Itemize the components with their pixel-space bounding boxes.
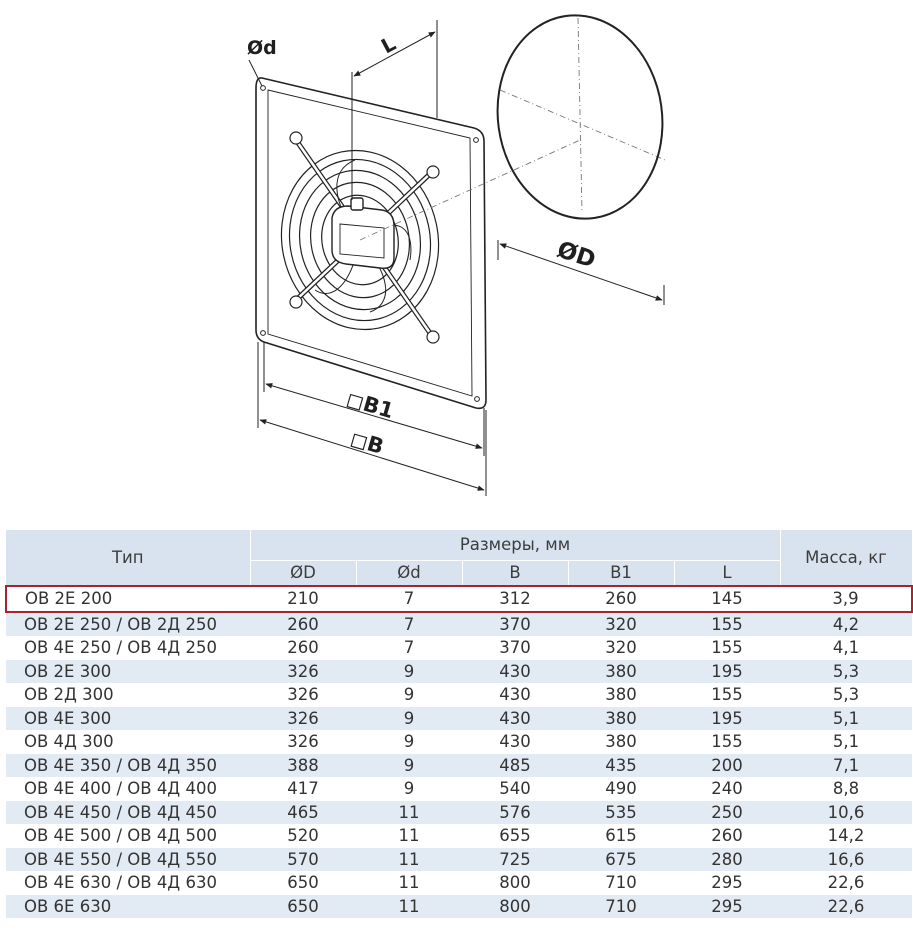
cell-mass: 5,1: [780, 730, 912, 754]
header-col-B1: B1: [568, 560, 674, 586]
table-row: [6, 730, 912, 754]
cell-b: 800: [462, 871, 568, 895]
cell-b1: 710: [568, 895, 674, 919]
cell-b: 430: [462, 730, 568, 754]
cell-b: 800: [462, 895, 568, 919]
cell-type: ОВ 4Е 550 / ОВ 4Д 550: [6, 848, 250, 872]
cell-l: 260: [674, 824, 780, 848]
cell-b: 576: [462, 801, 568, 825]
table-row: [6, 660, 912, 684]
cell-b1: 710: [568, 871, 674, 895]
cell-mass: 4,1: [780, 636, 912, 660]
table-row: [6, 707, 912, 731]
label-B1: ◻B1: [343, 386, 397, 424]
cell-d: 260: [250, 612, 356, 637]
duct-outline: [485, 5, 676, 230]
cell-d: 388: [250, 754, 356, 778]
cell-b: 430: [462, 660, 568, 684]
cell-d: 7: [356, 612, 462, 637]
cell-d: 650: [250, 895, 356, 919]
header-mass: Масса, кг: [780, 530, 912, 586]
cell-l: 200: [674, 754, 780, 778]
table-row: [6, 848, 912, 872]
specification-table: [5, 530, 913, 918]
header-type: Тип: [6, 530, 250, 586]
cell-type: ОВ 4Е 400 / ОВ 4Д 400: [6, 777, 250, 801]
cell-l: 250: [674, 801, 780, 825]
cell-l: 195: [674, 707, 780, 731]
table-row: [6, 824, 912, 848]
cell-mass: 5,3: [780, 683, 912, 707]
table-row-highlighted: [6, 586, 912, 612]
cell-type: ОВ 2Д 300: [6, 683, 250, 707]
cell-l: 155: [674, 612, 780, 637]
cell-d: 465: [250, 801, 356, 825]
cell-b1: 535: [568, 801, 674, 825]
cell-d: 9: [356, 730, 462, 754]
cell-l: 240: [674, 777, 780, 801]
cell-type: ОВ 4Е 250 / ОВ 4Д 250: [6, 636, 250, 660]
cell-mass: 5,1: [780, 707, 912, 731]
label-D: ØD: [553, 236, 599, 274]
cell-mass: 5,3: [780, 660, 912, 684]
table-body: [6, 586, 912, 918]
cell-b1: 320: [568, 612, 674, 637]
label-L: L: [377, 31, 400, 59]
table-row: [6, 683, 912, 707]
label-d: Ød: [247, 37, 277, 59]
cell-d: 11: [356, 848, 462, 872]
cell-type: ОВ 2Е 300: [6, 660, 250, 684]
cell-l: 145: [674, 586, 780, 612]
table-row: [6, 754, 912, 778]
cell-b1: 435: [568, 754, 674, 778]
cell-b1: 490: [568, 777, 674, 801]
cell-type: ОВ 4Е 500 / ОВ 4Д 500: [6, 824, 250, 848]
cell-l: 155: [674, 730, 780, 754]
cell-mass: 22,6: [780, 871, 912, 895]
header-dimensions: Размеры, мм: [250, 530, 780, 560]
cell-d: 9: [356, 660, 462, 684]
cell-b: 370: [462, 612, 568, 637]
label-B: ◻B: [347, 426, 387, 459]
header-col-d: Ød: [356, 560, 462, 586]
cell-b1: 615: [568, 824, 674, 848]
cell-type: ОВ 2Е 200: [6, 586, 250, 612]
cell-d: 7: [356, 586, 462, 612]
header-col-D: ØD: [250, 560, 356, 586]
cell-b: 540: [462, 777, 568, 801]
cell-mass: 3,9: [780, 586, 912, 612]
cell-d: 210: [250, 586, 356, 612]
cell-type: ОВ 4Е 630 / ОВ 4Д 630: [6, 871, 250, 895]
cell-mass: 8,8: [780, 777, 912, 801]
cell-type: ОВ 6Е 630: [6, 895, 250, 919]
table-row: [6, 777, 912, 801]
cell-d: 9: [356, 754, 462, 778]
cell-mass: 10,6: [780, 801, 912, 825]
cell-b: 485: [462, 754, 568, 778]
table-row: [6, 636, 912, 660]
cell-b1: 380: [568, 730, 674, 754]
cell-l: 155: [674, 683, 780, 707]
cell-d: 9: [356, 777, 462, 801]
cell-d: 11: [356, 824, 462, 848]
cell-l: 155: [674, 636, 780, 660]
cell-b: 312: [462, 586, 568, 612]
cell-b1: 320: [568, 636, 674, 660]
cell-d: 326: [250, 683, 356, 707]
cell-b1: 260: [568, 586, 674, 612]
cell-d: 11: [356, 801, 462, 825]
cell-b: 430: [462, 707, 568, 731]
cell-mass: 14,2: [780, 824, 912, 848]
cell-b: 725: [462, 848, 568, 872]
cell-d: 7: [356, 636, 462, 660]
cell-mass: 4,2: [780, 612, 912, 637]
cell-d: 650: [250, 871, 356, 895]
cell-d: 326: [250, 660, 356, 684]
cell-d: 11: [356, 895, 462, 919]
cell-b1: 380: [568, 660, 674, 684]
cell-type: ОВ 4Е 350 / ОВ 4Д 350: [6, 754, 250, 778]
cell-l: 280: [674, 848, 780, 872]
cell-mass: 16,6: [780, 848, 912, 872]
cell-type: ОВ 4Д 300: [6, 730, 250, 754]
cell-d: 570: [250, 848, 356, 872]
cell-type: ОВ 4Е 450 / ОВ 4Д 450: [6, 801, 250, 825]
cell-b1: 380: [568, 707, 674, 731]
table-row: [6, 612, 912, 637]
cell-l: 195: [674, 660, 780, 684]
cell-d: 417: [250, 777, 356, 801]
cell-d: 260: [250, 636, 356, 660]
cell-l: 295: [674, 895, 780, 919]
cell-l: 295: [674, 871, 780, 895]
cell-type: ОВ 4Е 300: [6, 707, 250, 731]
cell-type: ОВ 2Е 250 / ОВ 2Д 250: [6, 612, 250, 637]
cell-b: 370: [462, 636, 568, 660]
cell-d: 326: [250, 707, 356, 731]
cell-d: 11: [356, 871, 462, 895]
cell-b1: 380: [568, 683, 674, 707]
table-row: [6, 871, 912, 895]
cell-b: 430: [462, 683, 568, 707]
cell-mass: 7,1: [780, 754, 912, 778]
header-col-L: L: [674, 560, 780, 586]
cell-d: 9: [356, 683, 462, 707]
table-row: [6, 895, 912, 919]
table-row: [6, 801, 912, 825]
cell-d: 326: [250, 730, 356, 754]
cell-b: 655: [462, 824, 568, 848]
cell-d: 9: [356, 707, 462, 731]
cell-d: 520: [250, 824, 356, 848]
cell-b1: 675: [568, 848, 674, 872]
cell-mass: 22,6: [780, 895, 912, 919]
header-col-B: B: [462, 560, 568, 586]
